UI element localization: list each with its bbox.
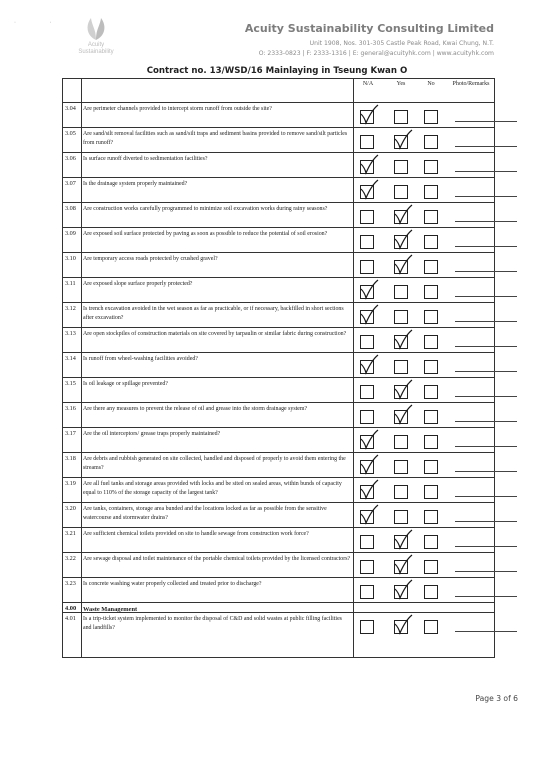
remarks-line[interactable]: [455, 496, 517, 497]
table-row: [63, 227, 494, 253]
table-row: [63, 277, 494, 303]
checkbox-na[interactable]: [360, 435, 374, 449]
item-question: Are exposed slope surface properly protected?: [83, 281, 193, 287]
table-row: [63, 327, 494, 353]
checkbox-yes[interactable]: [394, 310, 408, 324]
item-number: 3.08: [65, 205, 76, 212]
checkbox-yes[interactable]: [394, 385, 408, 399]
col-header-na: N/A: [362, 81, 374, 87]
item-number: 3.17: [65, 430, 76, 437]
checkbox-no[interactable]: [424, 185, 438, 199]
item-number: 3.10: [65, 255, 76, 262]
remarks-line[interactable]: [455, 121, 517, 122]
item-number: 3.23: [65, 580, 76, 587]
item-question: Is surface runoff diverted to sedimentation facilities?: [83, 156, 208, 162]
table-row: [63, 127, 494, 153]
checkbox-no[interactable]: [424, 160, 438, 174]
checkbox-na[interactable]: [360, 620, 374, 634]
remarks-line[interactable]: [455, 321, 517, 322]
checkbox-na[interactable]: [360, 310, 374, 324]
table-row: [63, 477, 494, 503]
checkbox-yes[interactable]: [394, 485, 408, 499]
checkbox-no[interactable]: [424, 110, 438, 124]
item-question: Are sufficient chemical toilets provided on site to handle sewage from construction work force?: [83, 531, 309, 537]
remarks-line[interactable]: [455, 631, 517, 632]
checklist-table: [62, 78, 495, 658]
checkbox-yes[interactable]: [394, 260, 408, 274]
remarks-line[interactable]: [455, 346, 517, 347]
item-question: Are sewage disposal and toilet maintenance of the portable chemical toilets provided by the licensed contractors?: [83, 556, 351, 562]
checkbox-na[interactable]: [360, 460, 374, 474]
table-row: [63, 612, 494, 638]
col-header-remarks: Photo/Remarks: [452, 81, 490, 87]
checkbox-yes[interactable]: [394, 160, 408, 174]
checkbox-na[interactable]: [360, 535, 374, 549]
remarks-line[interactable]: [455, 521, 517, 522]
item-number: 3.19: [65, 480, 76, 487]
remarks-line[interactable]: [455, 596, 517, 597]
table-row: [63, 377, 494, 403]
item-question: Are there any measures to prevent the release of oil and grease into the storm drainage system?: [83, 406, 308, 412]
item-number: 3.21: [65, 530, 76, 537]
table-row: [63, 352, 494, 378]
checkbox-yes[interactable]: [394, 585, 408, 599]
company-address: Unit 1908, Nos. 301-305 Castle Peak Road, Kwai Chung, N.T.: [309, 40, 494, 47]
item-number: 3.09: [65, 230, 76, 237]
remarks-line[interactable]: [455, 546, 517, 547]
checkbox-no[interactable]: [424, 510, 438, 524]
remarks-line[interactable]: [455, 221, 517, 222]
item-question: Are exposed soil surface protected by paving as soon as possible to reduce the potential of soil erosion?: [83, 231, 328, 237]
checkbox-yes[interactable]: [394, 285, 408, 299]
checkbox-na[interactable]: [360, 335, 374, 349]
item-question: Are construction works carefully programmed to minimize soil excavation works during rainy seasons?: [83, 206, 328, 212]
checkbox-no[interactable]: [424, 535, 438, 549]
remarks-line[interactable]: [455, 446, 517, 447]
checkbox-no[interactable]: [424, 585, 438, 599]
item-question: Are temporary access roads protected by crushed gravel?: [83, 256, 218, 262]
checkbox-yes[interactable]: [394, 510, 408, 524]
table-row: [63, 302, 494, 328]
checkbox-yes[interactable]: [394, 560, 408, 574]
checkbox-no[interactable]: [424, 560, 438, 574]
remarks-line[interactable]: [455, 171, 517, 172]
remarks-line[interactable]: [455, 246, 517, 247]
company-name: Acuity Sustainability Consulting Limited: [244, 22, 494, 35]
table-row: [63, 452, 494, 478]
logo-text-line1: Acuity: [87, 42, 105, 48]
col-header-yes: Yes: [396, 81, 406, 87]
checkbox-no[interactable]: [424, 460, 438, 474]
item-number: 3.15: [65, 380, 76, 387]
checkbox-na[interactable]: [360, 210, 374, 224]
checkbox-na[interactable]: [360, 185, 374, 199]
table-row: [63, 102, 494, 128]
checkbox-no[interactable]: [424, 135, 438, 149]
checkbox-yes[interactable]: [394, 185, 408, 199]
checkbox-na[interactable]: [360, 285, 374, 299]
table-row: [63, 502, 494, 528]
checkbox-no[interactable]: [424, 210, 438, 224]
checkbox-no[interactable]: [424, 335, 438, 349]
checkbox-yes[interactable]: [394, 535, 408, 549]
remarks-line[interactable]: [455, 571, 517, 572]
item-question: Are perimeter channels provided to intercept storm runoff from outside the site?: [83, 106, 272, 112]
item-question: Is trench excavation avoided in the wet season as far as practicable, or if necessary, backfilled in short sections after excavation?: [83, 306, 344, 321]
checkbox-yes[interactable]: [394, 435, 408, 449]
item-number: 3.20: [65, 505, 76, 512]
item-question: Are open stockpiles of construction materials on site covered by tarpaulin or similar fabric during construction?: [83, 331, 347, 337]
item-question: Are sand/silt removal facilities such as sand/silt traps and sediment basins provided to remove sand/silt particles from runoff?: [83, 131, 348, 146]
item-question: Are the oil interceptors/ grease traps properly maintained?: [83, 431, 221, 437]
checkbox-yes[interactable]: [394, 335, 408, 349]
checkbox-na[interactable]: [360, 135, 374, 149]
item-number: 3.22: [65, 555, 76, 562]
item-question: Are tanks, containers, storage area bunded and the locations locked as far as possible from the sensitive watercourse and stormwater drains?: [83, 506, 327, 521]
item-number: 3.16: [65, 405, 76, 412]
remarks-line[interactable]: [455, 271, 517, 272]
checkbox-na[interactable]: [360, 110, 374, 124]
checkbox-no[interactable]: [424, 435, 438, 449]
company-contact: O: 2333-0823 | F: 2333-1316 | E: general@acuityhk.com | www.acuityhk.com: [258, 50, 494, 57]
checkbox-na[interactable]: [360, 360, 374, 374]
checkbox-yes[interactable]: [394, 360, 408, 374]
checkbox-no[interactable]: [424, 410, 438, 424]
checkbox-yes[interactable]: [394, 410, 408, 424]
checkbox-na[interactable]: [360, 385, 374, 399]
col-header-no: No: [427, 81, 435, 87]
item-question: Is oil leakage or spillage prevented?: [83, 381, 168, 387]
remarks-line[interactable]: [455, 146, 517, 147]
section-number: 4.00: [65, 605, 77, 612]
checkbox-no[interactable]: [424, 235, 438, 249]
table-row: [63, 552, 494, 578]
table-row: [63, 427, 494, 453]
item-question: Is a trip-ticket system implemented to monitor the disposal of C&D and solid wastes at public filling facilities and landfills?: [83, 616, 342, 631]
item-number: 3.13: [65, 330, 76, 337]
checkbox-no[interactable]: [424, 620, 438, 634]
checkbox-na[interactable]: [360, 560, 374, 574]
checkbox-yes[interactable]: [394, 210, 408, 224]
item-question: Are debris and rubbish generated on site collected, handled and disposed of properly to avoid them entering the streams?: [83, 456, 346, 471]
item-number: 3.07: [65, 180, 76, 187]
item-number: 4.01: [65, 615, 76, 622]
remarks-line[interactable]: [455, 296, 517, 297]
checkbox-na[interactable]: [360, 260, 374, 274]
company-logo: [66, 14, 126, 64]
checkbox-no[interactable]: [424, 310, 438, 324]
remarks-line[interactable]: [455, 371, 517, 372]
table-row: [63, 177, 494, 203]
table-row: [63, 202, 494, 228]
table-row: [63, 252, 494, 278]
checkbox-na[interactable]: [360, 235, 374, 249]
item-number: 3.04: [65, 105, 76, 112]
contract-title: Contract no. 13/WSD/16 Mainlaying in Tseung Kwan O: [146, 66, 408, 76]
checkbox-na[interactable]: [360, 160, 374, 174]
item-number: 3.05: [65, 130, 76, 137]
table-row: [63, 152, 494, 178]
item-number: 3.11: [65, 280, 76, 287]
checkbox-yes[interactable]: [394, 460, 408, 474]
scan-dots: · ·: [14, 20, 68, 26]
checkbox-no[interactable]: [424, 360, 438, 374]
table-row: [63, 527, 494, 553]
item-number: 3.14: [65, 355, 76, 362]
item-question: Is concrete washing water properly collected and treated prior to discharge?: [83, 581, 262, 587]
checkbox-na[interactable]: [360, 485, 374, 499]
checkbox-na[interactable]: [360, 510, 374, 524]
logo-text-line2: Sustainability: [78, 49, 114, 55]
item-question: Is runoff from wheel-washing facilities avoided?: [83, 356, 198, 362]
remarks-line[interactable]: [455, 421, 517, 422]
page-number: Page 3 of 6: [475, 694, 518, 703]
remarks-line[interactable]: [455, 396, 517, 397]
checkbox-no[interactable]: [424, 285, 438, 299]
item-question: Is the drainage system properly maintained?: [83, 181, 188, 187]
column-headers: [63, 80, 494, 90]
checkbox-no[interactable]: [424, 485, 438, 499]
item-number: 3.18: [65, 455, 76, 462]
checkbox-na[interactable]: [360, 585, 374, 599]
section-title: Waste Management: [83, 606, 138, 613]
remarks-line[interactable]: [455, 471, 517, 472]
item-question: Are all fuel tanks and storage areas provided with locks and be sited on sealed areas, within bunds of capacity equal to 110% of the storage capacity of the largest tank?: [83, 481, 342, 496]
remarks-line[interactable]: [455, 196, 517, 197]
checkbox-yes[interactable]: [394, 110, 408, 124]
item-number: 3.12: [65, 305, 76, 312]
table-row: [63, 402, 494, 428]
checkbox-na[interactable]: [360, 410, 374, 424]
table-row: [63, 577, 494, 603]
leaf-logo-icon: [81, 14, 111, 42]
item-number: 3.06: [65, 155, 76, 162]
checkbox-yes[interactable]: [394, 620, 408, 634]
checkbox-no[interactable]: [424, 260, 438, 274]
checkbox-yes[interactable]: [394, 235, 408, 249]
checkbox-no[interactable]: [424, 385, 438, 399]
checkbox-yes[interactable]: [394, 135, 408, 149]
